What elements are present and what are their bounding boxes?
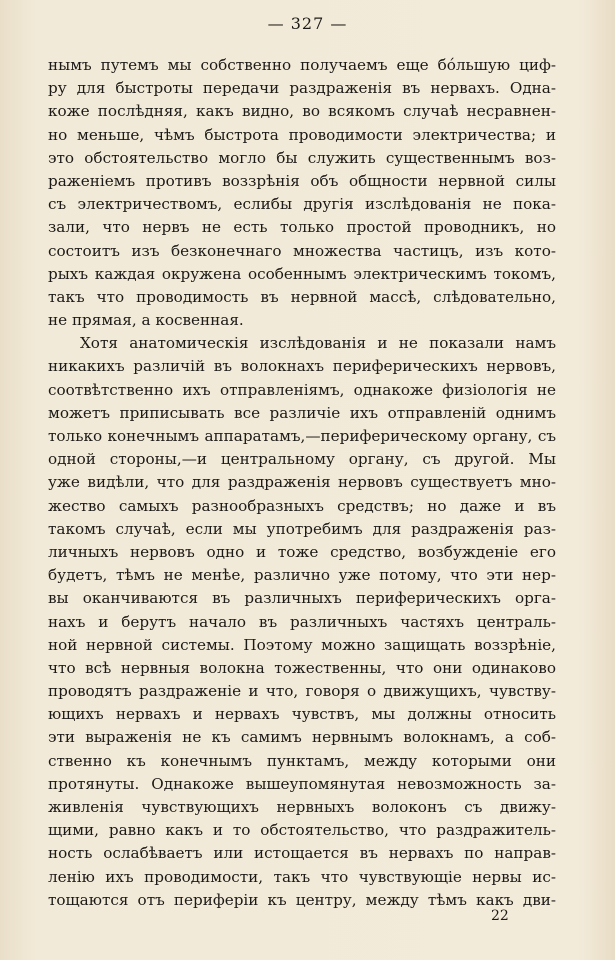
text-line: но меньше, чѣмъ быстрота проводимости электричества; и [48,125,556,144]
text-line: будетъ, тѣмъ не менѣе, различно уже потому, что эти нер- [48,566,556,585]
text-line: тощаются отъ периферіи къ центру, между тѣмъ какъ дви- [48,890,556,909]
text-line: личныхъ нервовъ одно и тоже средство, возбужденіе его [48,542,556,561]
text-line: такъ что проводимость въ нервной массѣ, слѣдовательно, [48,287,556,306]
text-line: ственно къ конечнымъ пунктамъ, между которыми они [48,751,556,770]
text-line: рыхъ каждая окружена особеннымъ электрическимъ токомъ, [48,264,556,283]
text-line: протянуты. Однакоже вышеупомянутая невозможность за- [48,774,556,793]
text-line: что всѣ нервныя волокна тожественны, что они одинаково [48,658,556,677]
text-line: ленію ихъ проводимости, такъ что чувствующіе нервы ис- [48,867,556,886]
text-line: никакихъ различій въ волокнахъ периферическихъ нервовъ, [48,357,556,376]
text-line: состоитъ изъ безконечнаго множества частицъ, изъ кото- [48,241,556,260]
text-line: съ электричествомъ, еслибы другія изслѣдованія не пока- [48,195,556,214]
text-line: такомъ случаѣ, если мы употребимъ для раздраженія раз- [48,519,556,538]
text-line: вы оканчиваются въ различныхъ периферическихъ орга- [48,589,556,608]
text-line: ность ослабѣваетъ или истощается въ нервахъ по направ- [48,844,556,863]
text-line: не прямая, а косвенная. [48,311,244,330]
text-line: только конечнымъ аппаратамъ,—периферическому органу, съ [48,427,556,445]
text-line: щими, равно какъ и то обстоятельство, что раздражитель- [48,821,556,840]
text-line: зали, что нервъ не есть только простой проводникъ, но [48,218,556,237]
text-line: живленія чувствующихъ нервныхъ волоконъ съ движу- [48,798,556,816]
body-text [48,54,556,912]
text-line: одной стороны,—и центральному органу, съ другой. Мы [48,450,556,469]
printer-signature-mark: 22 [491,908,509,924]
page-number: — 327 — [267,14,348,33]
text-line: это обстоятельство могло бы служить существеннымъ воз- [48,148,556,167]
text-line: можетъ приписывать все различіе ихъ отправленій однимъ [48,403,556,422]
text-line: раженіемъ противъ воззрѣнія объ общности нервной силы [48,171,556,190]
text-line: эти выраженія не къ самимъ нервнымъ волокнамъ, а соб- [48,728,556,747]
text-line: Хотя анатомическія изслѣдованія и не показали намъ [80,334,556,353]
text-line: ной нервной системы. Поэтому можно защищать воззрѣніе, [48,635,556,654]
text-line: ющихъ нервахъ и нервахъ чувствъ, мы должны относить [48,705,556,724]
text-line: нахъ и берутъ начало въ различныхъ частяхъ централь- [48,612,556,631]
text-line: ру для быстроты передачи раздраженія въ нервахъ. Одна- [48,79,556,98]
text-line: уже видѣли, что для раздраженія нервовъ существуетъ мно- [48,473,556,492]
text-line: жество самыхъ разнообразныхъ средствъ; но даже и въ [48,496,556,515]
text-line: нымъ путемъ мы собственно получаемъ еще бо́льшую циф- [48,56,556,74]
text-line: соотвѣтственно ихъ отправленіямъ, однакоже физіологія не [48,380,556,399]
text-line: проводятъ раздраженіе и что, говоря о движущихъ, чувству- [48,682,556,701]
text-line: коже послѣдняя, какъ видно, во всякомъ случаѣ несравнен- [48,102,556,121]
